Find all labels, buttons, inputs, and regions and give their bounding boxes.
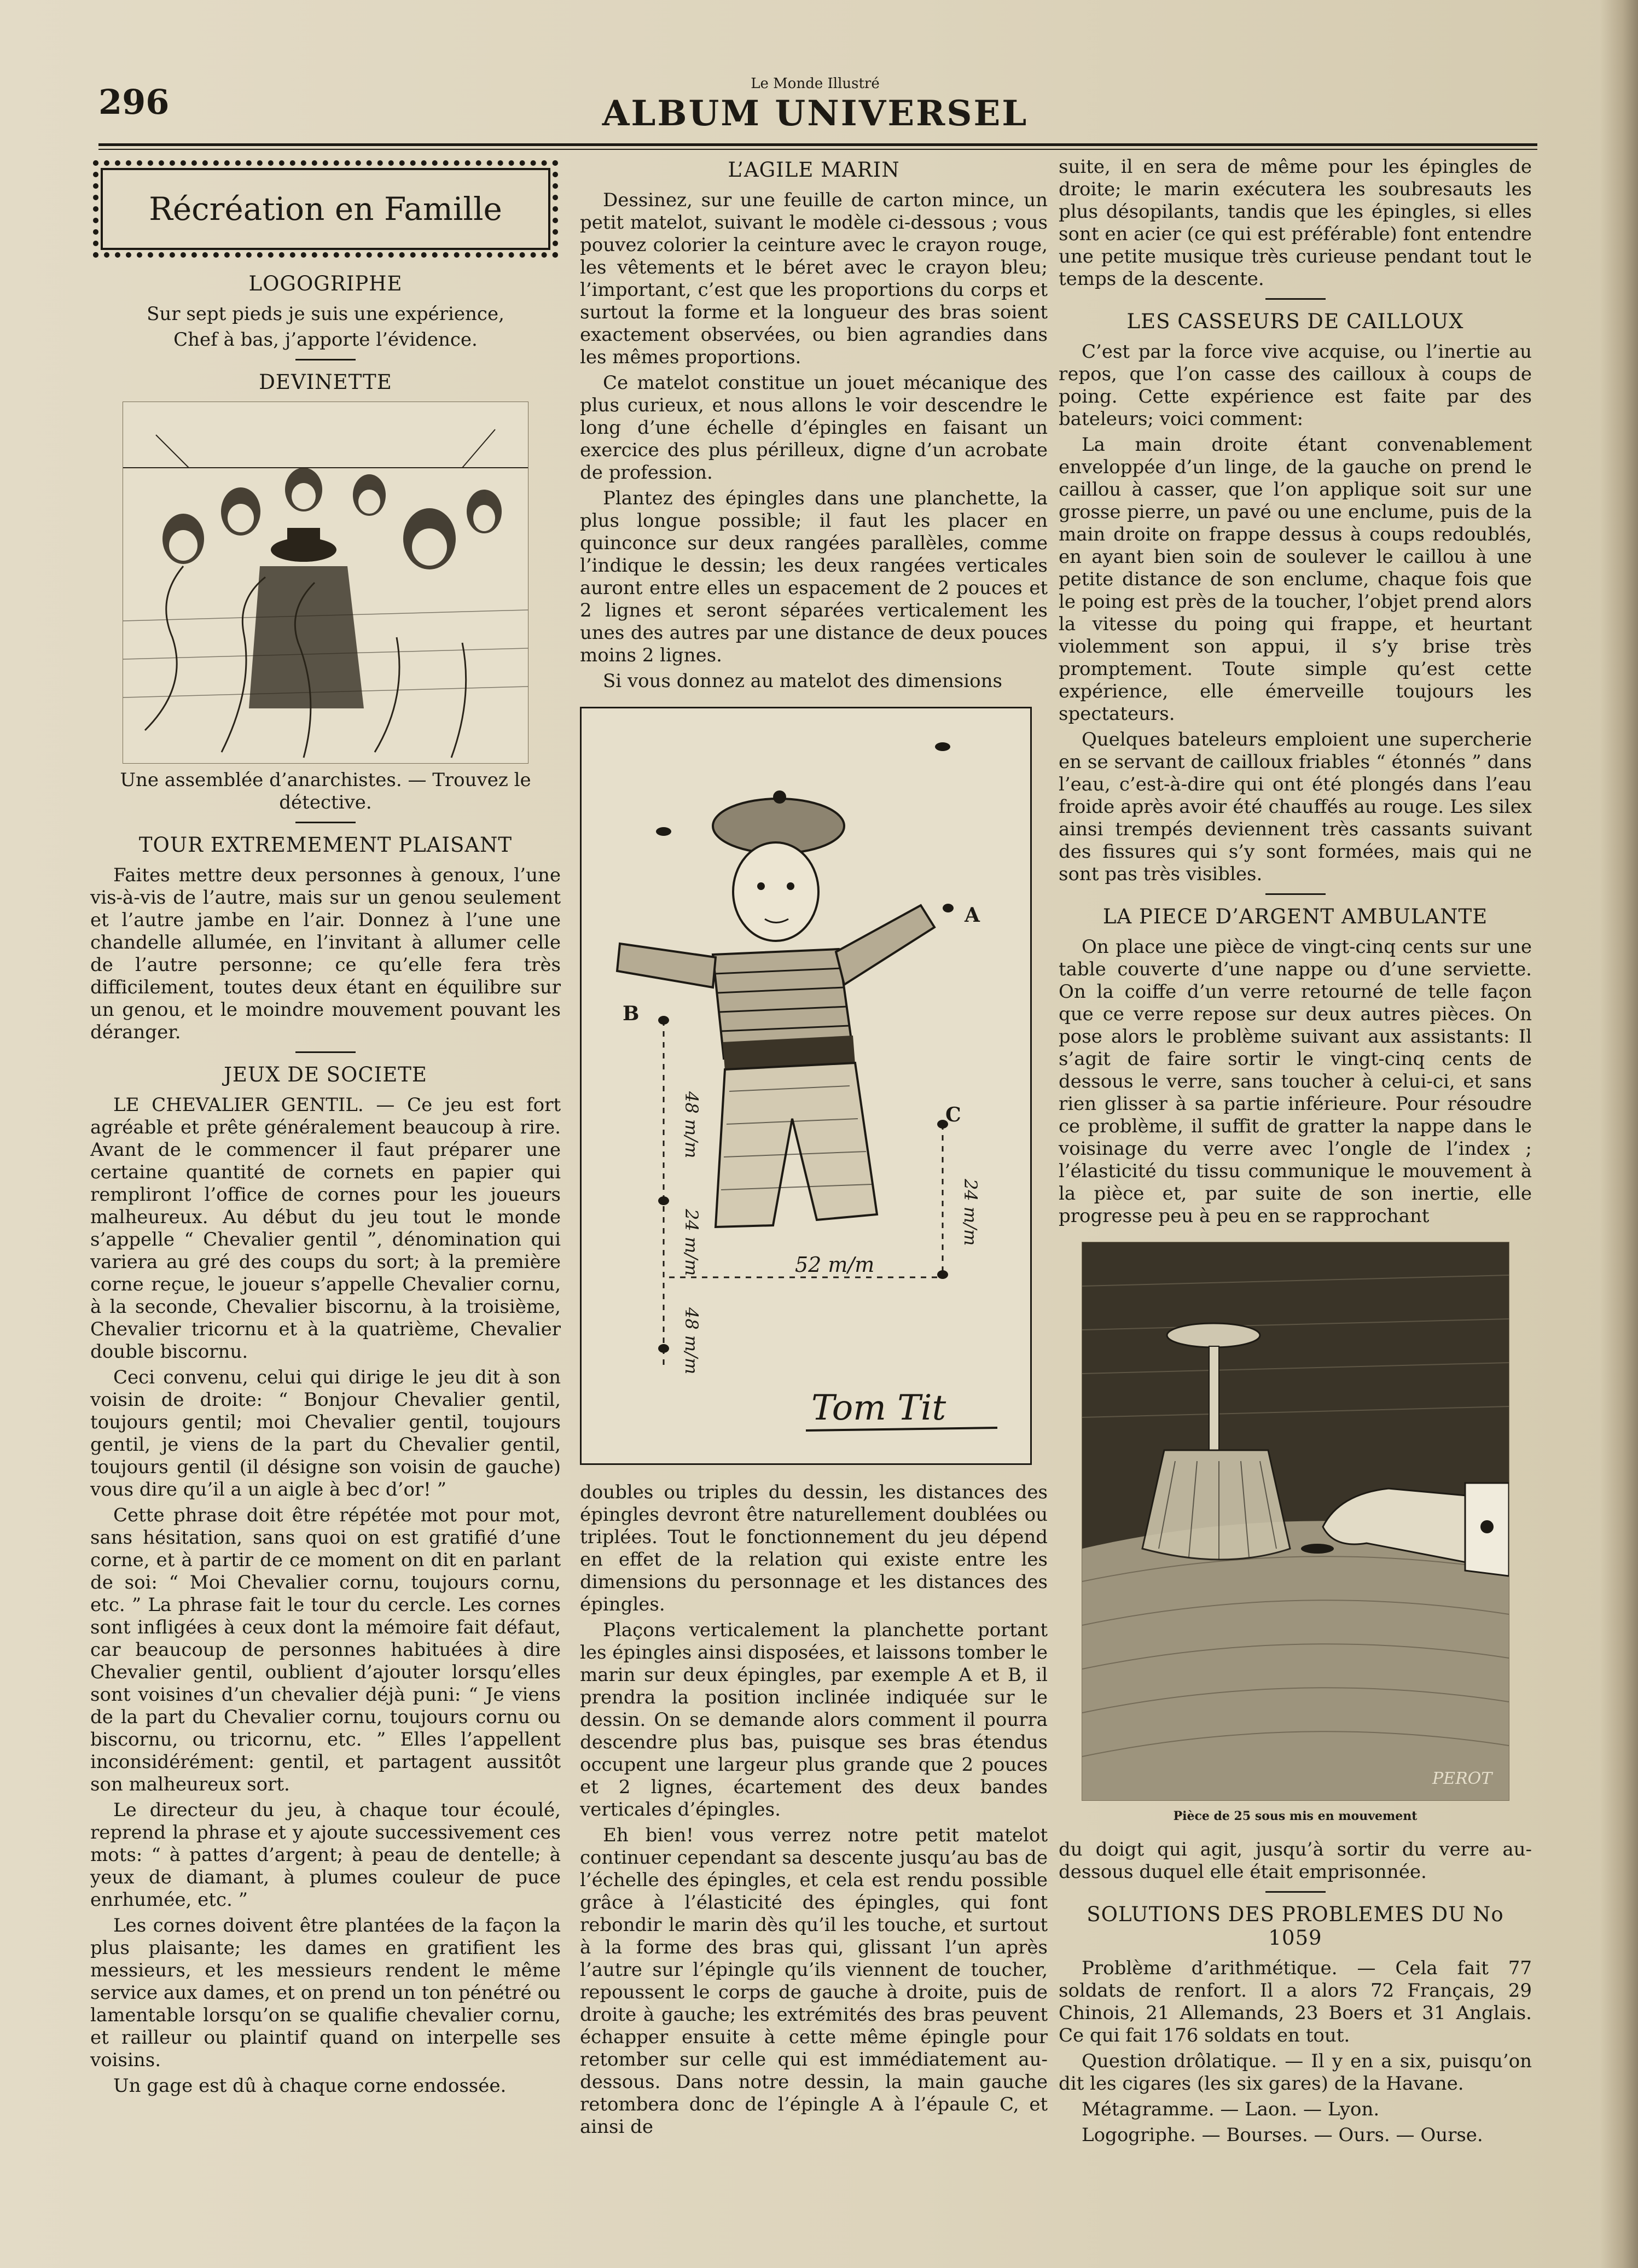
page-header (98, 66, 1532, 148)
measure-horizontal: 52 m/m (795, 1253, 875, 1277)
marin-paragraph: Dessinez, sur une feuille de carton mince, un petit matelot, suivant le modèle ci-dessous ; vous pouvez colorier la ceinture avec le crayon rouge, les vêtements et le béret avec le crayon bleu; l’important, c’est que les proportions du corps et surtout la forme et la longueur des bras soient exactement observées, ou bien agrandies dans les mêmes proportions. (580, 189, 1048, 368)
marin-paragraph: Si vous donnez au matelot des dimensions (603, 670, 1002, 692)
glass-engraving (1082, 1242, 1509, 1800)
solutions-paragraph: Problème d’arithmétique. — Cela fait 77 soldats de renfort. Il a alors 72 Français, 29 Chinois, 21 Allemands, 23 Boers et 31 Anglais. Ce qui fait 176 soldats en tout. (1059, 1957, 1532, 2046)
page-number: 296 (98, 82, 170, 122)
marin-paragraph: Ce matelot constitue un jouet mécanique des plus curieux, et nous allons le voir descendre le long d’une échelle d’épingles en faisant un exercice des plus périlleux, digne d’un acrobate de profession. (580, 372, 1048, 484)
jeux-paragraph: LE CHEVALIER GENTIL. — Ce jeu est fort agréable et prête généralement beaucoup à rire. Avant de le commencer il faut préparer une certaine quantité de cornets en papier qui rempliront l’office de cornes pour les joueurs malheureux. Au début du jeu tout le monde s’appelle “ Chevalier gentil ”, dénomination qui variera au gré des coups du sort; à la première corne reçue, le joueur s’appelle Chevalier cornu, à la seconde, Chevalier biscornu, à la troisième, Chevalier tricornu et à la quatrième, Chevalier double biscornu. (90, 1094, 561, 1363)
jeux-paragraph: Cette phrase doit être répétée mot pour mot, sans hésitation, sans quoi on est gratifié d’une corne, et à partir de ce moment on dit en parlant de soi: “ Moi Chevalier cornu, toujours cornu, etc. ” La phrase fait le tour du cercle. Les cornes sont infligées à ceux dont la mémoire fait défaut, car beaucoup de personnes habituées à dire Chevalier gentil, oublient d’ajouter lorsqu’elles sont voisines d’un chevalier déjà puni: “ Je viens de la part du Chevalier cornu, toujours cornu ou biscornu, ou tricornu, etc. ” Elles l’appellent inconsidérément: gentil, et partagent aussitôt son malheureux sort. (90, 1504, 561, 1795)
figure-signature: Tom Tit (811, 1388, 946, 1428)
page-edge-shadow (1600, 0, 1638, 2268)
casseurs-paragraph: Quelques bateleurs emploient une supercherie en se servant de cailloux friables “ étonnés ” dans l’eau, c’est-à-dire qui ont été plongés dans l’eau froide après avoir été chauffés au rouge. Les silex ainsi trempés deviennent très cassants suivant des fissures qui s’y sont formées, mais qui ne sont pas très visibles. (1059, 729, 1532, 885)
column-right (1059, 156, 1532, 2150)
header-rule-thin (98, 149, 1537, 150)
sailor-diagram (582, 708, 1030, 1463)
separator (1265, 298, 1326, 300)
measure-vertical-3: 48 m/m (681, 1307, 702, 1375)
measure-vertical-4: 24 m/m (960, 1179, 981, 1246)
measure-vertical-1: 48 m/m (681, 1091, 702, 1159)
publication-supertitle: Le Monde Illustré (751, 75, 880, 92)
section-title-box (93, 160, 558, 258)
sailor-figure (580, 707, 1032, 1465)
jeux-paragraph: Le directeur du jeu, à chaque tour écoulé, reprend la phrase et y ajoute successivement ces mots: “ à pattes d’argent; à peau de dentelle; à yeux de diamant, à plumes couleur de puce enrhumée, etc. ” (90, 1799, 561, 1911)
piece-paragraph: On place une pièce de vingt-cinq cents sur une table couverte d’une nappe ou d’une serviette. On la coiffe d’un verre retourné de telle façon que ce verre repose sur deux autres pièces. On pose alors le problème suivant aux assistants: Il s’agit de faire sortir le vingt-cinq cents de dessous le verre, sans toucher à celui-ci, et sans rien glisser à sa partie inférieure. Pour résoudre ce problème, il suffit de gratter la nappe dans le voisinage du verre avec l’ongle de l’index ; l’élasticité du tissu communique le mouvement à la pièce et, par suite de son inertie, elle progresse peu à peu en se rapprochant (1059, 936, 1532, 1227)
label-c: C (945, 1103, 961, 1126)
glass-coin-illustration (1082, 1242, 1509, 1801)
separator (1265, 893, 1326, 895)
tour-text: Faites mettre deux personnes à genoux, l’une vis-à-vis de l’autre, mais sur un genou seulement et l’autre jambe en l’air. Donnez à l’une une chandelle allumée, en l’invitant à allumer celle de l’autre personne; ce qu’elle fera très difficilement, toutes deux étant en équilibre sur un genou, et le moindre mouvement pouvant les déranger. (90, 864, 561, 1043)
marin-paragraph: Plaçons verticalement la planchette portant les épingles ainsi disposées, et laissons tomber le marin sur deux épingles, par exemple A et B, il prendra la position inclinée indiquée sur le dessin. On se demande alors comment il pourra descendre plus bas, puisque ses bras étendus occupent une largeur plus grande que 2 pouces et 2 lignes, écartement des deux bandes verticales d’épingles. (580, 1619, 1048, 1821)
solutions-paragraph: Métagramme. — Laon. — Lyon. (1082, 2098, 1380, 2120)
column-left (90, 156, 561, 2101)
marin-paragraph: Plantez des épingles dans une planchette, la plus longue possible; il faut les placer en quinconce sur deux rangées parallèles, comme l’indique le dessin; les deux rangées verticales auront entre elles un espacement de 2 pouces et 2 lignes et seront séparées verticalement les unes des autres par une distance de deux pouces moins 2 lignes. (580, 487, 1048, 666)
label-b: B (623, 1002, 640, 1025)
piece-heading: LA PIECE D’ARGENT AMBULANTE (1102, 905, 1488, 928)
devinette-caption: Une assemblée d’anarchistes. — Trouvez le détective. (120, 769, 531, 813)
tour-heading: TOUR EXTREMEMENT PLAISANT (138, 833, 513, 857)
logogriphe-heading: LOGOGRIPHE (248, 272, 403, 295)
marin-paragraph: doubles ou triples du dessin, les distances des épingles devront être naturellement doublées ou triplées. Tout le fonctionnement du jeu dépend en effet de la relation qui existe entre les dimensions du personnage et les distances des épingles. (580, 1481, 1048, 1615)
header-rule-thick (98, 143, 1537, 146)
logogriphe-line-1: Sur sept pieds je suis une expérience, (147, 303, 504, 325)
logogriphe-line-2: Chef à bas, j’apporte l’évidence. (173, 329, 478, 351)
anarchists-illustration (123, 402, 528, 764)
column-middle (580, 156, 1048, 2142)
glass-figure-caption: Pièce de 25 sous mis en mouvement (1173, 1809, 1418, 1823)
crowd-engraving (123, 402, 528, 763)
devinette-heading: DEVINETTE (259, 370, 392, 394)
separator (295, 359, 356, 360)
solutions-paragraph: Logogriphe. — Bourses. — Ours. — Ourse. (1082, 2124, 1483, 2146)
jeux-paragraph: Les cornes doivent être plantées de la façon la plus plaisante; les dames en gratifient les messieurs, et les messieurs rendent le même service aux dames, et on prend un ton pénétré ou lamentable lorsqu’on se qualifie chevalier cornu, et railleur ou plaintif quand on interpelle ses voisins. (90, 1915, 561, 2071)
measure-vertical-2: 24 m/m (681, 1209, 702, 1276)
engraver-signature: PEROT (1432, 1769, 1492, 1788)
solutions-heading: SOLUTIONS DES PROBLEMES DU No 1059 (1087, 1903, 1504, 1950)
casseurs-paragraph: La main droite étant convenablement enveloppée d’un linge, de la gauche on prend le caillou à casser, que l’on applique soit sur une grosse pierre, un pavé ou une enclume, puis de la main droite on frappe dessus à coups redoublés, en ayant bien soin de soulever le caillou à une petite distance de son enclume, chaque fois que le poing est près de la toucher, l’objet prend alors la vitesse du poing qui frappe, et heurtant violemment son appui, il s’y brise très promptement. Toute simple qu’est cette expérience, elle émerveille toujours les spectateurs. (1059, 434, 1532, 725)
jeux-paragraph: Un gage est dû à chaque corne endossée. (113, 2075, 507, 2097)
piece-continued: du doigt qui agit, jusqu’à sortir du verre au-dessous duquel elle était emprisonnée. (1059, 1839, 1532, 1883)
agile-marin-heading: L’AGILE MARIN (728, 158, 900, 182)
jeux-paragraph: Ceci convenu, celui qui dirige le jeu dit à son voisin de droite: “ Bonjour Chevalier gentil, toujours gentil; moi Chevalier gentil, toujours gentil, je viens de la part du Chevalier gentil, toujours gentil (il désigne son voisin de gauche) vous dire qu’il a un aigle à bec d’or! ” (90, 1366, 561, 1501)
separator (295, 822, 356, 823)
publication-title: ALBUM UNIVERSEL (602, 93, 1029, 134)
casseurs-paragraph: C’est par la force vive acquise, ou l’inertie au repos, que l’on casse des cailloux à coups de poing. Cette expérience est faite par des bateleurs; voici comment: (1059, 341, 1532, 430)
separator (295, 1051, 356, 1053)
casseurs-heading: LES CASSEURS DE CAILLOUX (1126, 310, 1464, 333)
marin-continuation: suite, il en sera de même pour les épingles de droite; le marin exécutera les soubresauts les plus désopilants, tandis que les épingles, si elles sont en acier (ce qui est préférable) font entendre une petite musique très curieuse pendant tout le temps de la descente. (1059, 156, 1532, 290)
solutions-paragraph: Question drôlatique. — Il y en a six, puisqu’on dit les cigares (les six gares) de la Havane. (1059, 2050, 1532, 2095)
label-a: A (965, 904, 980, 927)
marin-paragraph: Eh bien! vous verrez notre petit matelot continuer cependant sa descente jusqu’au bas de l’échelle des épingles, et cela est rendu possible grâce à l’élasticité des épingles, qui font rebondir le marin dès qu’il les touche, et surtout à la forme des bras qui, glissant l’un après l’autre sur l’épingle qu’ils viennent de toucher, repoussent le corps de gauche à droite, puis de droite à gauche; les extrémités des bras peuvent échapper ensuite à cette même épingle pour retomber sur celle qui est immédiatement au-dessous. Dans notre dessin, la main gauche retombera donc de l’épingle A à l’épaule C, et ainsi de (580, 1824, 1048, 2138)
section-title: Récréation en Famille (149, 190, 502, 228)
separator (1265, 1891, 1326, 1893)
jeux-heading: JEUX DE SOCIETE (224, 1063, 427, 1086)
